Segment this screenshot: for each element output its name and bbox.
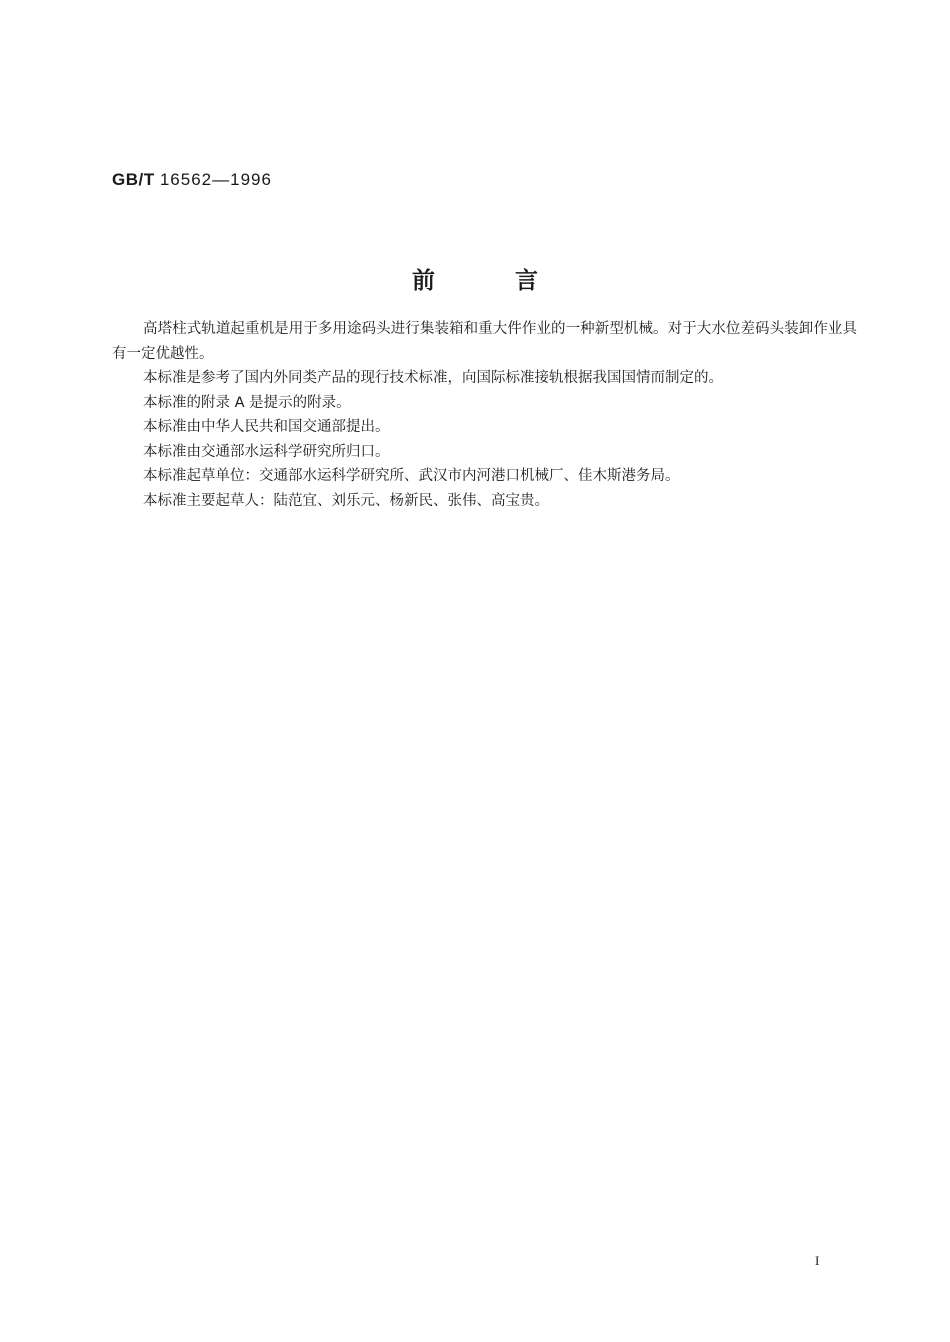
paragraph: 本标准主要起草人：陆范宜、刘乐元、杨新民、张伟、高宝贵。 xyxy=(143,492,549,509)
standard-prefix: GB/T xyxy=(112,170,155,189)
paragraph: 本标准起草单位：交通部水运科学研究所、武汉市内河港口机械厂、佳木斯港务局。 xyxy=(143,468,680,484)
standard-code xyxy=(112,170,272,190)
standard-number: 16562—1996 xyxy=(159,170,272,189)
paragraph: 本标准由交通部水运科学研究所归口。 xyxy=(143,443,390,460)
page-number: I xyxy=(815,1253,820,1268)
paragraph: 本标准由中华人民共和国交通部提出。 xyxy=(143,419,390,435)
paragraph: 高塔柱式轨道起重机是用于多用途码头进行集装箱和重大件作业的一种新型机械。对于大水位差码头装卸作业具有一定优越性。 xyxy=(112,321,857,362)
paragraph: 本标准的附录 A 是提示的附录。 xyxy=(143,394,351,411)
page-title: 前言 xyxy=(412,268,618,294)
paragraph: 本标准是参考了国内外同类产品的现行技术标准，向国际标准接轨根据我国国情而制定的。 xyxy=(143,370,723,386)
preface-body xyxy=(112,317,857,513)
